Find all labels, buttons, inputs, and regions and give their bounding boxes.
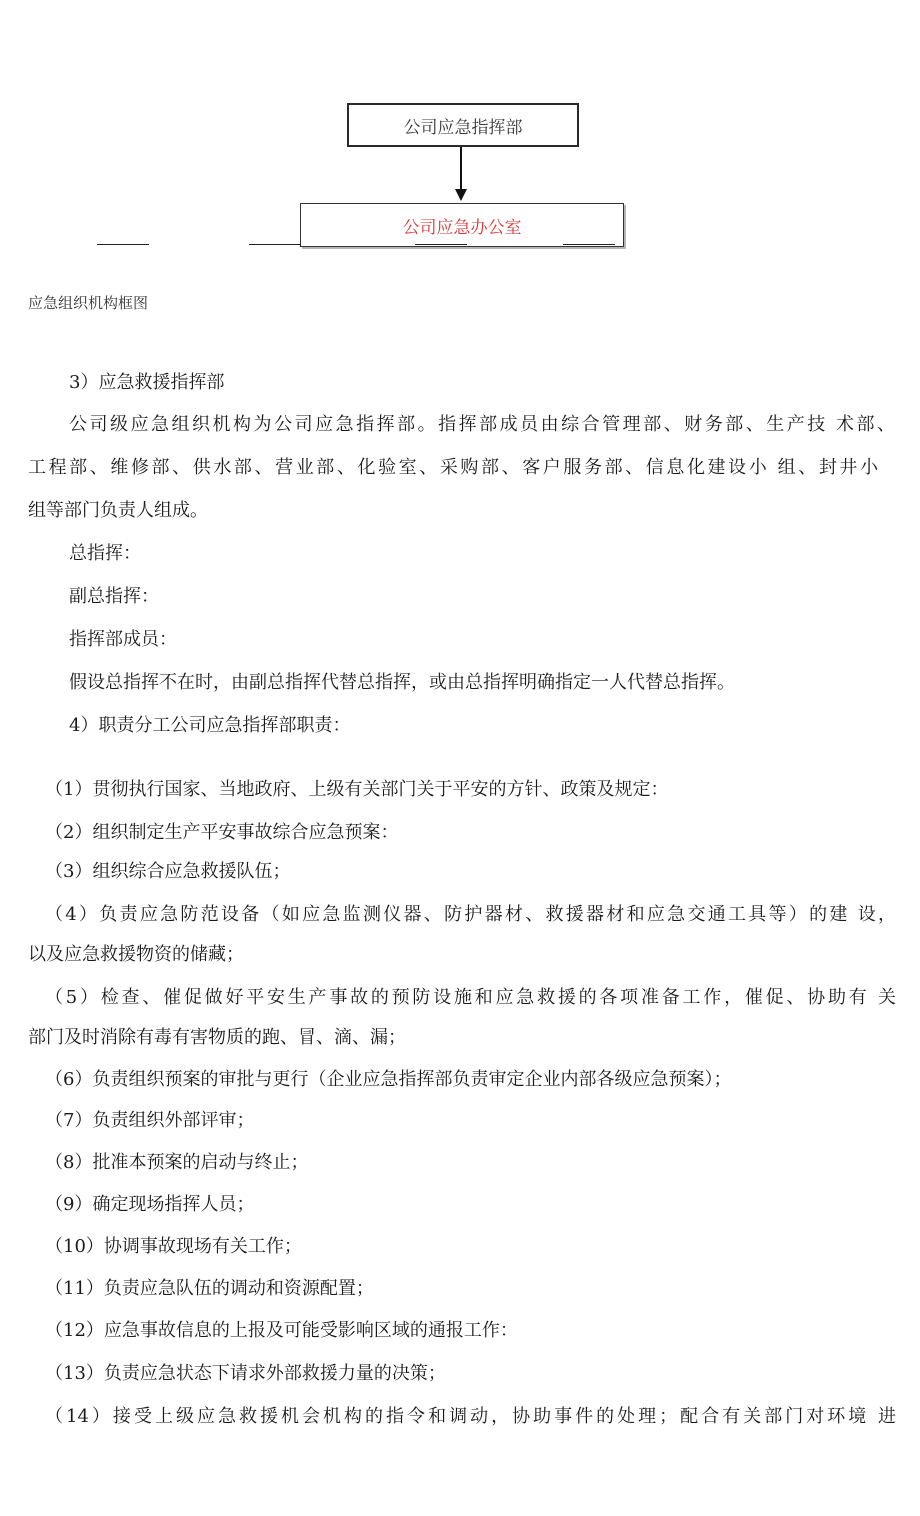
duty-item-continuation: 以及应急救援物资的储藏； — [28, 944, 244, 965]
members-label: 指挥部成员： — [69, 629, 177, 650]
duty-item: （11）负责应急队伍的调动和资源配置； — [45, 1278, 374, 1299]
org-arrow-line — [460, 147, 462, 191]
duty-item: （2）组织制定生产平安事故综合应急预案： — [45, 822, 399, 843]
duty-item: （10）协调事故现场有关工作； — [45, 1236, 302, 1257]
duty-item: （13）负责应急状态下请求外部救援力量的决策； — [45, 1363, 446, 1384]
org-stub-line-1 — [97, 244, 149, 245]
duty-item: （4）负责应急防范设备（如应急监测仪器、防护器材、救援器材和应急交通工具等）的建 设， — [45, 904, 896, 925]
org-arrow-head — [455, 189, 467, 201]
chief-commander-label: 总指挥： — [69, 543, 141, 564]
deputy-commander-label: 副总指挥： — [69, 586, 159, 607]
section4-heading: 4）职责分工公司应急指挥部职责： — [69, 715, 351, 736]
duty-item: （9）确定现场指挥人员； — [45, 1194, 255, 1215]
figure-caption: 应急组织机构框图 — [28, 294, 149, 312]
duty-item: （5）检查、催促做好平安生产事故的预防设施和应急救援的各项准备工作，催促、协助有 关 — [45, 987, 896, 1008]
section3-para-line1: 公司级应急组织机构为公司应急指挥部。指挥部成员由综合管理部、财务部、生产技 术部、 — [69, 414, 895, 435]
org-box-office: 公司应急办公室 — [300, 203, 624, 247]
duty-item: （1）贯彻执行国家、当地政府、上级有关部门关于平安的方针、政策及规定： — [45, 779, 669, 800]
duty-item: （14）接受上级应急救援机会机构的指令和调动，协助事件的处理；配合有关部门对环境 进 — [45, 1406, 896, 1427]
section3-heading: 3）应急救援指挥部 — [69, 372, 225, 393]
duty-item: （7）负责组织外部评审； — [45, 1110, 255, 1131]
duty-item: （3）组织综合应急救援队伍； — [45, 861, 291, 882]
section3-para-line3: 组等部门负责人组成。 — [28, 500, 208, 521]
org-stub-line-2 — [249, 244, 301, 245]
org-stub-line-3 — [415, 244, 467, 245]
org-box-command: 公司应急指挥部 — [347, 103, 579, 147]
duty-item: （6）负责组织预案的审批与更行（企业应急指挥部负责审定企业内部各级应急预案）； — [45, 1069, 732, 1090]
duty-item: （8）批准本预案的启动与终止； — [45, 1152, 309, 1173]
org-stub-line-4 — [563, 244, 615, 245]
section3-para-line2: 工程部、维修部、供水部、营业部、化验室、采购部、客户服务部、信息化建设小 组、封井小 — [28, 457, 878, 478]
duty-item-continuation: 部门及时消除有毒有害物质的跑、冒、滴、漏； — [28, 1027, 406, 1048]
duty-item: （12）应急事故信息的上报及可能受影响区域的通报工作： — [45, 1320, 518, 1341]
substitute-rule: 假设总指挥不在时，由副总指挥代替总指挥，或由总指挥明确指定一人代替总指挥。 — [69, 672, 735, 693]
